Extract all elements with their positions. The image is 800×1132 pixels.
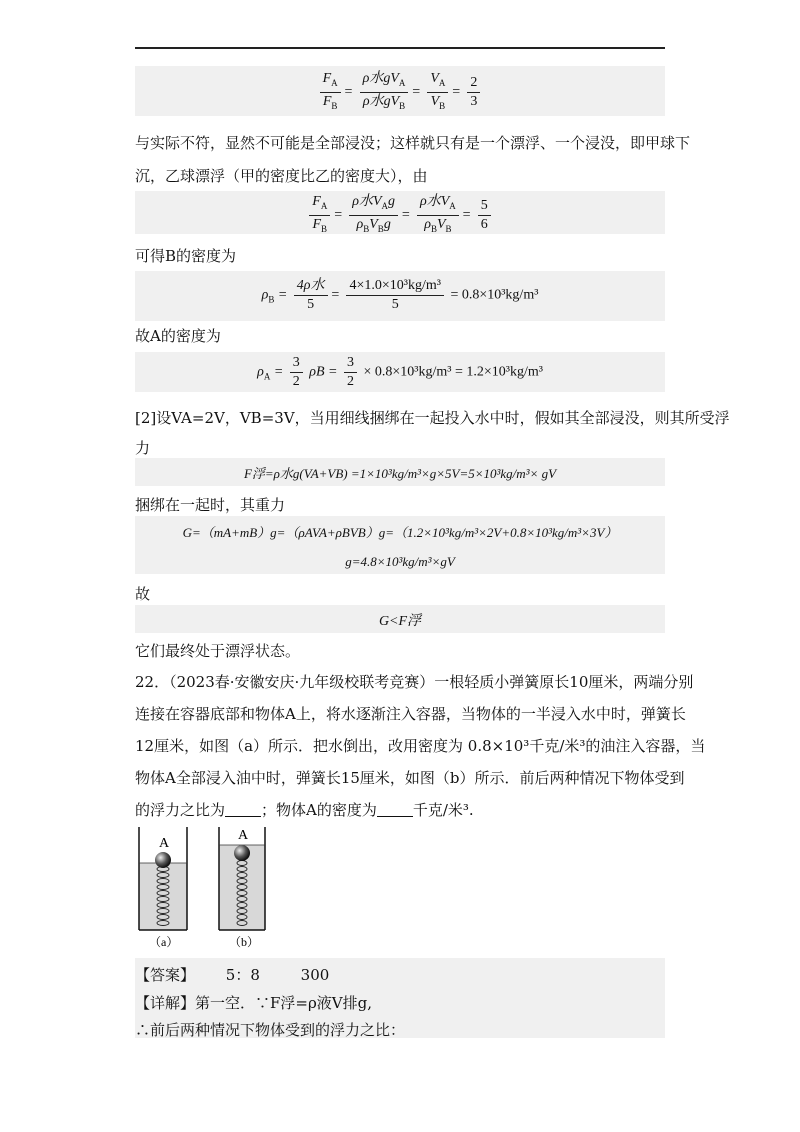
answer-blank-2 xyxy=(377,802,413,817)
detail-line-1: 【详解】第一空．∵F浮=ρ液V排g, xyxy=(135,994,372,1012)
paragraph-line-3: 可得B的密度为 xyxy=(135,247,237,265)
paragraph-line-1: 与实际不符，显然不可能是全部浸没；这样就只有是一个漂浮、一个浸没，即甲球下 xyxy=(135,134,691,152)
paragraph-line-2: 沉，乙球漂浮（甲的密度比乙的密度大），由 xyxy=(135,167,428,185)
equation-7: G<F浮 xyxy=(378,614,422,629)
equation-4: $\rho_A$ = $\frac{3}{2}$ ρB = $\frac{3}{2}$ × 0.8×10³kg/m³ = 1.2×10³kg/m³ xyxy=(257,355,543,389)
equation-6a: G=（mA+mB）g=（ρAVA+ρBVB）g=（1.2×10³kg/m³×2V+0.8×10³kg/m³×3V） xyxy=(182,525,618,540)
caption-b: （b） xyxy=(229,935,260,949)
question-line-4: 物体A全部浸入油中时，弹簧长15厘米，如图（b）所示．前后两种情况下物体受到 xyxy=(135,769,685,787)
container-b xyxy=(219,827,265,930)
ball-a xyxy=(155,852,171,868)
equation-5: F浮=ρ水g(VA+VB) =1×10³kg/m³×g×5V=5×10³kg/m³× gV xyxy=(243,466,557,481)
paragraph-line-5: [2]设VA=2V，VB=3V，当用细线捆绑在一起投入水中时，假如其全部浸没，则其所受浮 xyxy=(135,409,730,427)
paragraph-line-4: 故A的密度为 xyxy=(135,327,221,345)
answer-label: 【答案】 xyxy=(135,966,196,984)
answer-value-1: 5：8 xyxy=(225,966,260,984)
caption-a: （a） xyxy=(149,935,179,949)
spring-figure xyxy=(135,825,285,950)
figure-label-b: A xyxy=(238,828,249,843)
question-line-2: 连接在容器底部和物体A上，将水逐渐注入容器，当物体的一半浸入水中时，弹簧长 xyxy=(135,705,686,723)
equation-1: $\frac{F_A}{F_B}$ = $\frac{\rho 水gV_A}{\rho 水gV_B}$ = $\frac{V_A}{V_B}$ = $\frac{2}{3}$ xyxy=(135,70,665,115)
container-a xyxy=(139,827,187,930)
question-line-5 xyxy=(135,799,474,820)
equation-3: $\rho_B$ = $\frac{\text{4ρ水}}{5}$ = $\frac{\text{4×1.0×10³kg/m³}}{5}$ = 0.8×10³kg/m³ xyxy=(261,278,539,312)
paragraph-line-8: 故 xyxy=(135,585,151,603)
equation-6b: g=4.8×10³kg/m³×gV xyxy=(345,554,455,569)
equation-2: $\frac{F_A}{F_B}$ = $\frac{\rho 水V_Ag}{\rho_BV_Bg}$ = $\frac{\rho 水V_A}{\rho_BV_B}$ = $\frac{5}{6}$ xyxy=(135,193,665,238)
ball-b xyxy=(234,845,250,861)
question-text-a: 的浮力之比为 xyxy=(135,801,226,819)
figure-label-a: A xyxy=(159,836,170,851)
paragraph-line-6: 力 xyxy=(135,439,151,457)
answer-blank-1 xyxy=(225,802,261,817)
detail-line-2: ∴前后两种情况下物体受到的浮力之比： xyxy=(135,1021,406,1039)
question-line-3: 12厘米，如图（a）所示．把水倒出，改用密度为 0.8×10³千克/米³的油注入容器，当 xyxy=(135,737,706,755)
header-rule xyxy=(135,47,665,49)
question-text-c: 千克/米³. xyxy=(412,801,474,819)
question-text-b: ；物体A的密度为 xyxy=(261,801,377,819)
question-line-1: 22．（2023春·安徽安庆·九年级校联考竞赛）一根轻质小弹簧原长10厘米，两端分别 xyxy=(135,673,694,691)
spring-diagram xyxy=(135,825,285,950)
paragraph-line-9: 它们最终处于漂浮状态。 xyxy=(135,642,301,660)
paragraph-line-7: 捆绑在一起时，其重力 xyxy=(135,496,286,514)
answer-line xyxy=(135,964,329,985)
answer-value-2: 300 xyxy=(300,966,330,984)
